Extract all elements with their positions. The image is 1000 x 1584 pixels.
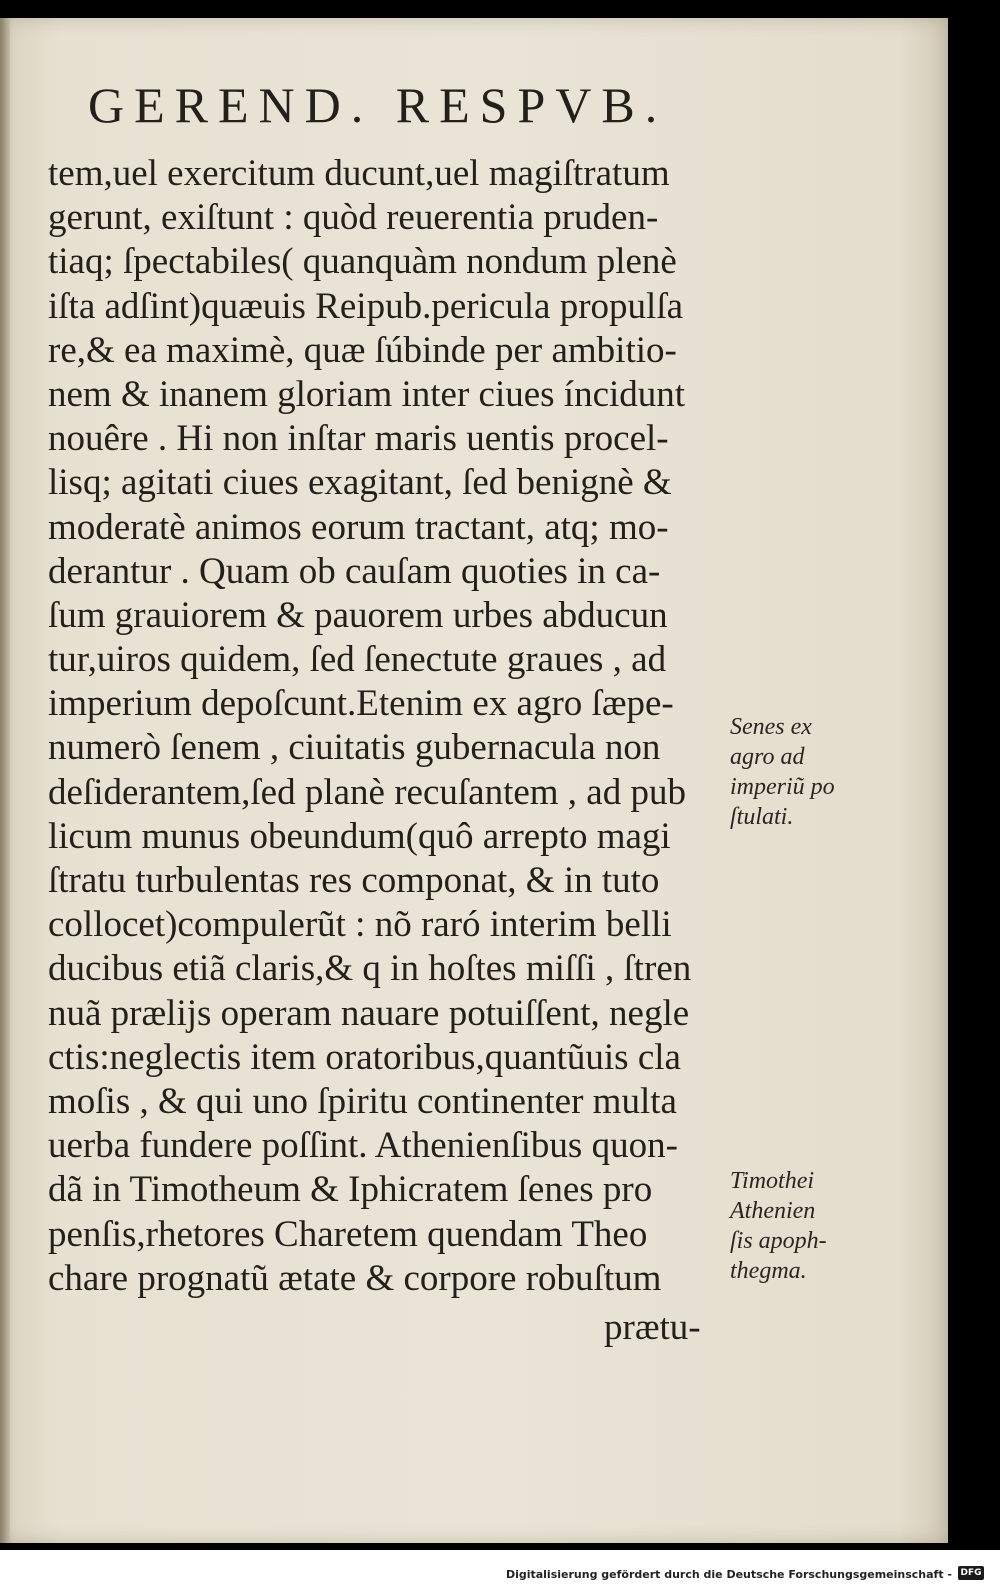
marginal-note-line: Athenien — [730, 1198, 816, 1224]
text-line: imperium depoſcunt.Etenim ex agro ſæpe- — [48, 683, 674, 725]
text-line: derantur . Quam ob cauſam quoties in ca- — [48, 550, 661, 592]
dfg-logo: DFG — [958, 1566, 984, 1580]
body-text — [48, 152, 728, 1301]
text-line: lisq; agitati ciues exagitant, ſed benignè & — [48, 462, 672, 504]
text-line: ctis:neglectis item oratoribus,quantũuis cla — [48, 1036, 681, 1078]
text-line: ducibus etiã claris,& q in hoſtes miſſi , ſtren — [48, 948, 692, 990]
marginal-note-line: thegma. — [730, 1258, 807, 1284]
catchword: prætu- — [604, 1307, 701, 1348]
text-line: nuã prælijs operam nauare potuiſſent, negle — [48, 992, 690, 1034]
text-line: dã in Timotheum & Iphicratem ſenes pro — [48, 1169, 653, 1211]
marginal-note-line: Timothei — [730, 1168, 815, 1194]
marginal-note-line: ſis apoph- — [730, 1228, 827, 1254]
text-line: moſis , & qui uno ſpiritu continenter multa — [48, 1080, 677, 1122]
text-line: ſum grauiorem & pauorem urbes abducun — [48, 594, 668, 636]
marginal-note-timothei — [730, 1166, 920, 1286]
text-line: nem & inanem gloriam inter ciues íncidunt — [48, 373, 686, 415]
marginal-note-line: imperiũ po — [730, 774, 835, 800]
text-line: licum munus obeundum(quô arrepto magi — [48, 815, 671, 857]
text-line: collocet)compulerũt : nõ raró interim belli — [48, 904, 672, 946]
funding-credit: Digitalisierung gefördert durch die Deutsche Forschungsgemeinschaft - — [505, 1568, 952, 1581]
page-binding-edge — [0, 18, 10, 1543]
text-line: tem,uel exercitum ducunt,uel magiſtratum — [48, 153, 670, 194]
text-line: gerunt, exiſtunt : quòd reuerentia pruden- — [48, 197, 659, 239]
text-line: iſta adſint)quæuis Reipub.pericula propulſa — [48, 285, 684, 327]
text-line: chare prognatũ ætate & corpore robuſtum — [48, 1257, 662, 1299]
text-line: moderatè animos eorum tractant, atq; mo- — [48, 506, 669, 548]
text-line: re,& ea maximè, quæ ſúbinde per ambitio- — [48, 329, 677, 371]
text-line: ſtratu turbulentas res componat, & in tuto — [48, 860, 660, 901]
text-line: tur,uiros quidem, ſed ſenectute graues , ad — [48, 639, 667, 681]
text-line: penſis,rhetores Charetem quendam Theo — [48, 1213, 648, 1255]
marginal-note-senes — [730, 712, 920, 832]
marginal-note-line: Senes ex — [730, 714, 812, 740]
marginal-note-line: agro ad — [730, 744, 805, 770]
marginal-note-line: ſtulati. — [730, 804, 794, 830]
text-line: tiaq; ſpectabiles( quanquàm nondum plenè — [48, 241, 677, 283]
text-line: uerba fundere poſſint. Athenienſibus quon- — [48, 1125, 678, 1167]
text-line: numerò ſenem , ciuitatis gubernacula non — [48, 727, 661, 769]
text-line: nouêre . Hi non inſtar maris uentis procel- — [48, 418, 669, 460]
text-line: deſiderantem,ſed planè recuſantem , ad pub — [48, 771, 686, 813]
running-head: GEREND. RESPVB. — [88, 77, 668, 133]
